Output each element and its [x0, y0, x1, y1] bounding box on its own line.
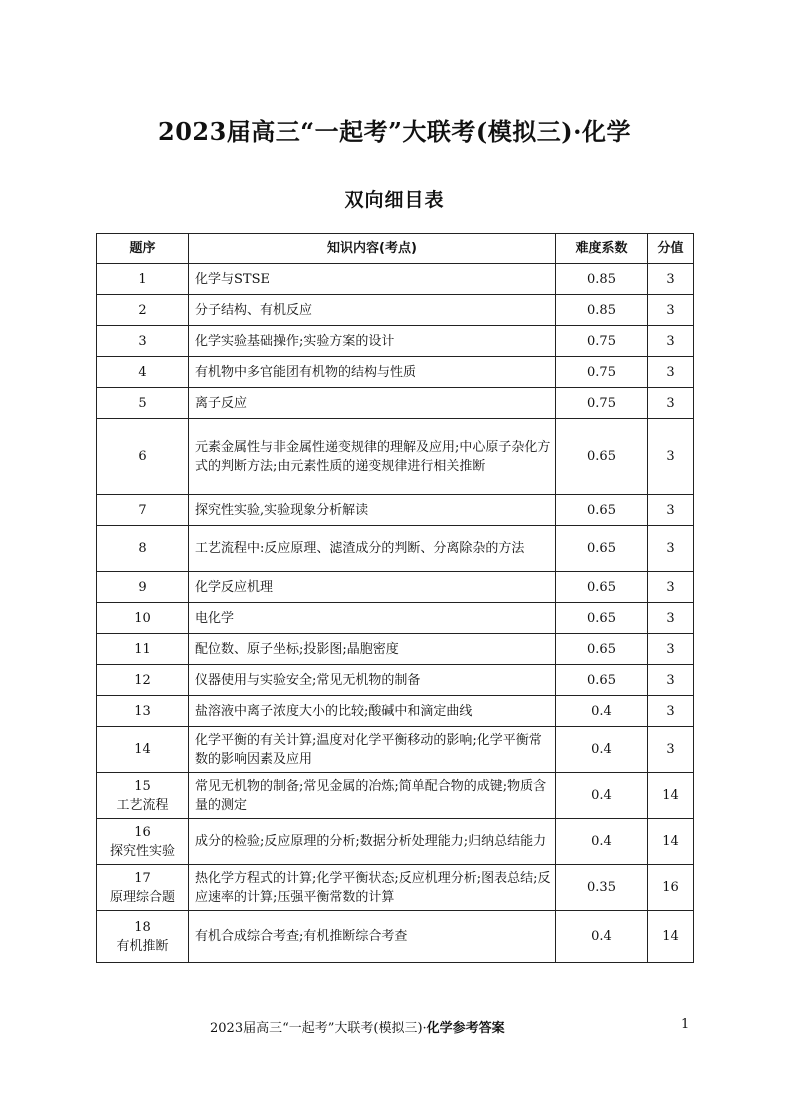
question-number: 11: [134, 641, 151, 657]
knowledge-content: 电化学: [189, 603, 556, 634]
specification-table: [96, 233, 694, 963]
table-row: [97, 326, 694, 357]
table-row: [97, 572, 694, 603]
score-value: 3: [648, 526, 694, 572]
score-value: 3: [648, 264, 694, 295]
question-number: 1: [138, 271, 147, 287]
question-number: 17: [134, 870, 151, 886]
score-value: 3: [648, 634, 694, 665]
knowledge-content: 元素金属性与非金属性递变规律的理解及应用;中心原子杂化方式的判断方法;由元素性质的递变规律进行相关推断: [189, 419, 556, 495]
question-number-cell: [97, 572, 189, 603]
footer: [210, 1017, 505, 1036]
table-row: [97, 911, 694, 963]
table-title: 双向细目表: [344, 189, 445, 211]
table-row: [97, 865, 694, 911]
question-number-cell: [97, 665, 189, 696]
question-number-cell: [97, 295, 189, 326]
knowledge-content: 热化学方程式的计算;化学平衡状态;反应机理分析;图表总结;反应速率的计算;压强平衡常数的计算: [189, 865, 556, 911]
knowledge-content: 化学平衡的有关计算;温度对化学平衡移动的影响;化学平衡常数的影响因素及应用: [189, 727, 556, 773]
knowledge-content: 化学实验基础操作;实验方案的设计: [189, 326, 556, 357]
question-number: 3: [138, 333, 147, 349]
knowledge-content: 离子反应: [189, 388, 556, 419]
question-number-cell: [97, 388, 189, 419]
question-number-cell: [97, 526, 189, 572]
header-score: 分值: [648, 234, 694, 264]
score-value: 3: [648, 388, 694, 419]
table-row: [97, 819, 694, 865]
difficulty-value: 0.85: [556, 295, 648, 326]
table-row: [97, 357, 694, 388]
knowledge-content: 成分的检验;反应原理的分析;数据分析处理能力;归纳总结能力: [189, 819, 556, 865]
header-content: 知识内容(考点): [189, 234, 556, 264]
score-value: 3: [648, 665, 694, 696]
knowledge-content: 有机物中多官能团有机物的结构与性质: [189, 357, 556, 388]
question-number: 2: [138, 302, 147, 318]
difficulty-value: 0.65: [556, 419, 648, 495]
question-type: 有机推断: [116, 938, 169, 954]
difficulty-value: 0.65: [556, 572, 648, 603]
knowledge-content: 探究性实验,实验现象分析解读: [189, 495, 556, 526]
score-value: 3: [648, 572, 694, 603]
question-number: 18: [134, 919, 151, 935]
question-number: 15: [134, 778, 151, 794]
score-value: 3: [648, 696, 694, 727]
table-row: [97, 603, 694, 634]
question-number-cell: [97, 603, 189, 634]
score-value: 3: [648, 603, 694, 634]
knowledge-content: 盐溶液中离子浓度大小的比较;酸碱中和滴定曲线: [189, 696, 556, 727]
difficulty-value: 0.4: [556, 727, 648, 773]
score-value: 3: [648, 495, 694, 526]
knowledge-content: 常见无机物的制备;常见金属的冶炼;简单配合物的成键;物质含量的测定: [189, 773, 556, 819]
header-number: 题序: [97, 234, 189, 264]
question-number: 8: [138, 541, 147, 556]
question-number-cell: [97, 326, 189, 357]
difficulty-value: 0.65: [556, 526, 648, 572]
question-number: 9: [138, 579, 147, 595]
question-number: 7: [138, 502, 147, 518]
page-title: 2023届高三“一起考”大联考(模拟三)·化学: [158, 117, 631, 146]
difficulty-value: 0.75: [556, 326, 648, 357]
table-row: [97, 419, 694, 495]
question-number-cell: [97, 865, 189, 911]
knowledge-content: 配位数、原子坐标;投影图;晶胞密度: [189, 634, 556, 665]
question-number: 12: [134, 672, 151, 688]
header-difficulty: 难度系数: [556, 234, 648, 264]
score-value: 14: [648, 819, 694, 865]
footer-bold: 化学参考答案: [426, 1021, 505, 1036]
score-value: 3: [648, 295, 694, 326]
difficulty-value: 0.65: [556, 603, 648, 634]
question-number: 13: [134, 703, 151, 719]
table-row: [97, 264, 694, 295]
question-number-cell: [97, 357, 189, 388]
knowledge-content: 仪器使用与实验安全;常见无机物的制备: [189, 665, 556, 696]
question-number: 6: [138, 449, 147, 464]
table-row: [97, 696, 694, 727]
score-value: 3: [648, 727, 694, 773]
score-value: 16: [648, 865, 694, 911]
question-number-cell: [97, 696, 189, 727]
difficulty-value: 0.85: [556, 264, 648, 295]
difficulty-value: 0.65: [556, 665, 648, 696]
table-row: [97, 773, 694, 819]
footer-text: 2023届高三“一起考”大联考(模拟三)·: [210, 1021, 427, 1036]
table-row: [97, 295, 694, 326]
score-value: 14: [648, 773, 694, 819]
question-type: 原理综合题: [109, 889, 175, 905]
knowledge-content: 化学反应机理: [189, 572, 556, 603]
question-number: 5: [138, 395, 147, 411]
difficulty-value: 0.75: [556, 357, 648, 388]
question-number-cell: [97, 634, 189, 665]
question-number: 10: [134, 610, 151, 626]
question-number: 16: [134, 824, 151, 840]
score-value: 3: [648, 326, 694, 357]
difficulty-value: 0.75: [556, 388, 648, 419]
table-row: [97, 634, 694, 665]
table-row: [97, 495, 694, 526]
table-row: [97, 526, 694, 572]
difficulty-value: 0.4: [556, 773, 648, 819]
question-number-cell: [97, 911, 189, 963]
knowledge-content: 分子结构、有机反应: [189, 295, 556, 326]
question-number-cell: [97, 819, 189, 865]
score-value: 3: [648, 357, 694, 388]
difficulty-value: 0.4: [556, 696, 648, 727]
question-number: 14: [134, 742, 151, 757]
question-number-cell: [97, 773, 189, 819]
table-row: [97, 727, 694, 773]
question-type: 工艺流程: [116, 797, 169, 813]
table-row: [97, 665, 694, 696]
difficulty-value: 0.4: [556, 911, 648, 963]
question-number-cell: [97, 419, 189, 495]
knowledge-content: 工艺流程中:反应原理、滤渣成分的判断、分离除杂的方法: [189, 526, 556, 572]
question-number-cell: [97, 727, 189, 773]
question-number: 4: [138, 364, 147, 380]
knowledge-content: 化学与STSE: [189, 264, 556, 295]
page-number: 1: [681, 1017, 690, 1032]
question-number-cell: [97, 264, 189, 295]
question-type: 探究性实验: [109, 843, 175, 859]
table-row: [97, 388, 694, 419]
knowledge-content: 有机合成综合考查;有机推断综合考查: [189, 911, 556, 963]
difficulty-value: 0.65: [556, 634, 648, 665]
question-number-cell: [97, 495, 189, 526]
score-value: 3: [648, 419, 694, 495]
table-header-row: [97, 234, 694, 264]
score-value: 14: [648, 911, 694, 963]
difficulty-value: 0.35: [556, 865, 648, 911]
difficulty-value: 0.4: [556, 819, 648, 865]
difficulty-value: 0.65: [556, 495, 648, 526]
